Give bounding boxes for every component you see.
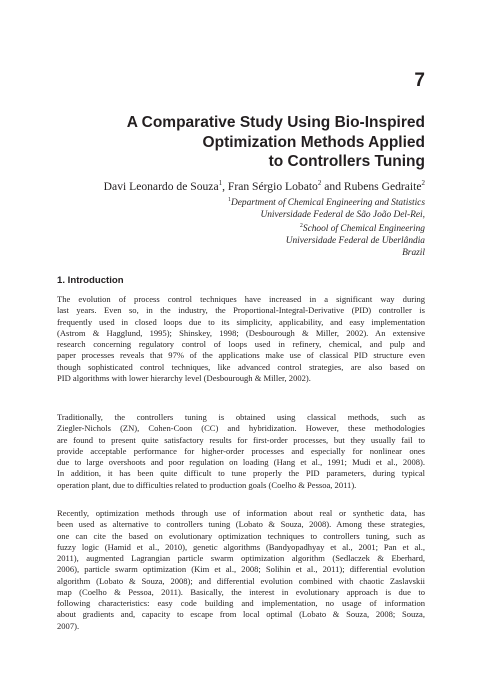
affiliation-marker: 2 [299, 223, 303, 230]
text-line: (Astrom & Hagglund, 1995); Shinskey, 1998; (Desbourough & Miller, 2002). An extensive [57, 327, 425, 338]
author-separator: , [222, 179, 228, 193]
affiliation-line: Brazil [402, 247, 425, 258]
affiliation-line: Universidade Federal de São João Del-Rei, [260, 209, 425, 220]
text-line: Traditionally, the controllers tuning is obtained using classical methods, such as [57, 412, 425, 422]
author-separator: and [321, 179, 344, 193]
chapter-number: 7 [414, 70, 425, 91]
author-name: Davi Leonardo de Souza [103, 179, 219, 193]
chapter-title [45, 113, 425, 172]
text-line: paper processes reveals that 97% of the applications make use of classical PID structure even [57, 350, 425, 361]
affiliation-marker: 1 [228, 197, 231, 203]
affiliation-line: Universidade Federal de Uberlândia [285, 236, 425, 247]
text-line: PID algorithms with lower hierarchy level (Desbourough & Miller, 2002). [57, 372, 311, 383]
author-name: Fran Sérgio Lobato [227, 179, 318, 193]
author-list [104, 179, 425, 193]
text-line: In addition, it has been quite difficult to tune properly the PID parameters, during typical [57, 468, 425, 479]
author-name: Rubens Gedraite [343, 179, 422, 193]
text-line: fuzzy logic (Hamid et al., 2010), genetic algorithms (Bandyopadhyay et al., 2001; Pan et al., [57, 541, 425, 552]
text-line: algorithm (Lobato & Souza, 2008); and differential evolution combined with chaotic Zaslavskii [57, 575, 425, 586]
body-paragraph [57, 294, 425, 384]
body-paragraph [57, 412, 425, 491]
text-line: following characteristics: easy code building and implementation, no usage of information [57, 598, 425, 608]
author-affiliation-marker: 2 [317, 179, 322, 187]
text-line: provide acceptable performance for higher-order processes and especially for nonlinear ones [57, 445, 425, 456]
text-line: last years. Even so, in the industry, the Proportional-Integral-Derivative (PID) controller is [57, 305, 425, 316]
text-line: about gradients and, capacity to escape from local optimal (Lobato & Souza, 2008; Souza, [57, 609, 425, 620]
title-line-3: to Controllers Tuning [268, 153, 425, 170]
text-line: 2011), augmented Lagrangian particle swarm optimization algorithm (Sedlaczek & Eberhard, [57, 553, 425, 563]
text-line: due to large overshoots and poor regulation on loading (Hang et al., 1991; Mudi et al., 2008). [57, 457, 425, 467]
title-line-2: Optimization Methods Applied [202, 133, 425, 151]
text-line: 2007). [57, 620, 80, 631]
text-line: research concerning regulatory control of loops used in refinery, chemical, and pulp and [57, 339, 425, 349]
text-line: Ziegler-Nichols (ZN), Cohen-Coon (CC) and hybridization. However, these methodologies [57, 423, 425, 434]
text-line: operation plant, due to difficulties related to production goals (Coelho & Pessoa, 2011). [57, 479, 357, 490]
text-line: frequently used in closed loops due to its simplicity, applicability, and easy implementation [57, 316, 425, 327]
section-heading: 1. Introduction [57, 275, 124, 286]
text-line: Recently, optimization methods through use of information about real or synthetic data, has [57, 508, 425, 518]
text-line: The evolution of process control techniques have increased in a significant way during [57, 294, 425, 304]
author-affiliation-marker: 1 [218, 179, 223, 187]
title-line-1: A Comparative Study Using Bio-Inspired [126, 114, 425, 131]
text-line: map (Coelho & Pessoa, 2011). Basically, the interest in evolutionary approach is due to [57, 586, 425, 597]
author-affiliation-marker: 2 [421, 179, 425, 187]
affiliation-line: $^2$School of Chemical Engineering [299, 223, 425, 235]
body-paragraph [57, 508, 425, 632]
affiliation-block [228, 195, 425, 259]
affiliation-line: $^1$Department of Chemical Engineering and Statistics [228, 197, 425, 209]
text-line: 2006), particle swarm optimization (Kim et al., 2008; Solihin et al., 2011); differential evolution [57, 564, 425, 575]
text-line: one can cite the based on evolutionary optimization techniques to controllers tuning, such as [57, 530, 425, 541]
text-line: been used as alternative to controllers tuning (Lobato & Souza, 2008). Among these strategies, [57, 519, 425, 530]
text-line: though sophisticated control techniques, like advanced control strategies, are also based on [57, 361, 425, 372]
text-line: are found to present quite satisfactory results for first-order processes, but they usually fail to [57, 434, 425, 445]
